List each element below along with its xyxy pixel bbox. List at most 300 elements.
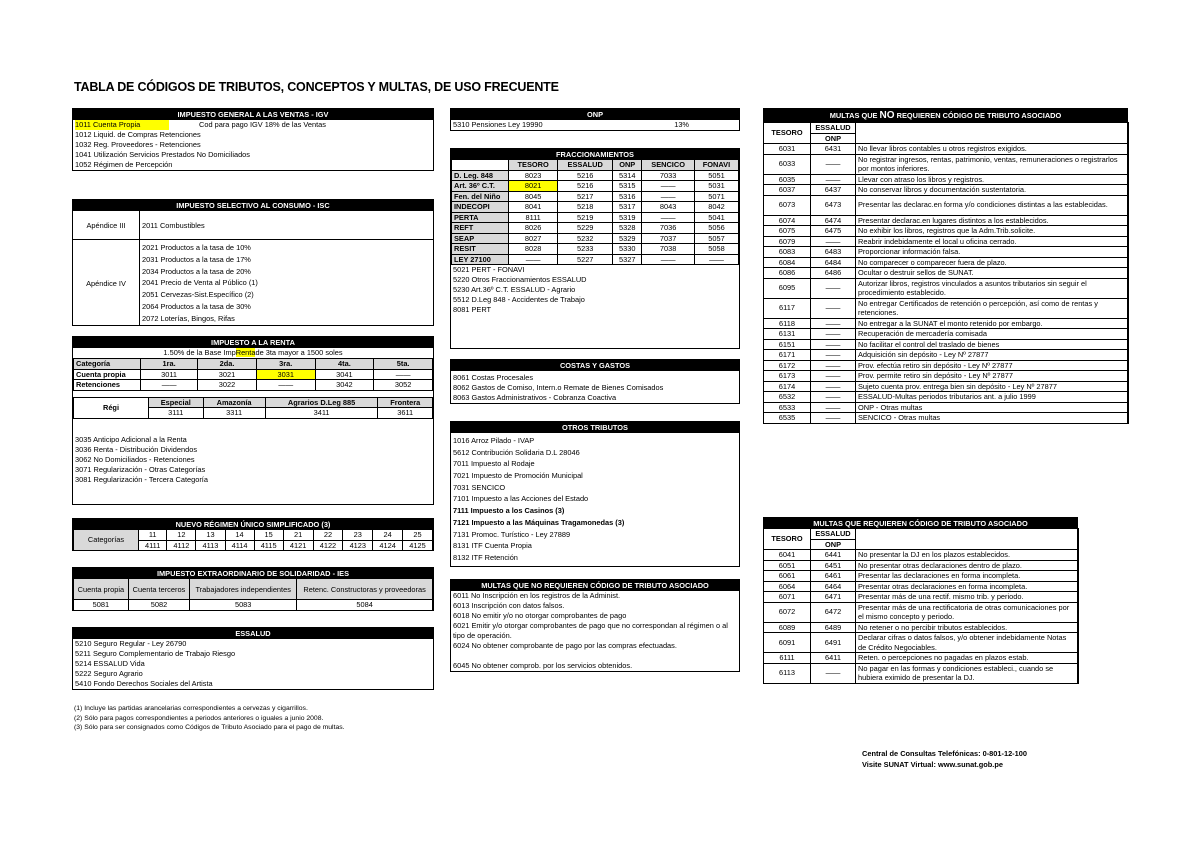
- fracc-row-label: LEY 27100: [452, 254, 509, 265]
- nrus-label: Categorías: [74, 530, 139, 551]
- fracc-cell: 5317: [613, 202, 642, 213]
- multa-description: Presentar más de una rectif. mismo trib. y periodo.: [856, 592, 1079, 603]
- fracc-table: [451, 159, 739, 265]
- multa-row: [764, 257, 1129, 268]
- multa-row: [764, 381, 1129, 392]
- multas-no-col-onp: ONP: [811, 133, 856, 144]
- fracc-cell: 7038: [642, 244, 695, 255]
- multa-row: [764, 622, 1079, 633]
- multa-description: Recuperación de mercadería comisada: [856, 329, 1129, 340]
- multa-essalud-code: 6437: [811, 185, 856, 196]
- footnote: (3) Sólo para ser consignados como Códigos de Tributo Asociado para el pago de multas.: [74, 724, 345, 731]
- igv-code: 1032 Reg. Proveedores - Retenciones: [75, 140, 201, 149]
- multa-row: [764, 195, 1129, 215]
- essalud-item: 5410 Fondo Derechos Sociales del Artista: [75, 679, 213, 688]
- multas-mid-item: 6045 No obtener comprob. por los servicios obtenidos.: [453, 661, 633, 670]
- multa-row: [764, 215, 1129, 226]
- ies-table: [73, 578, 433, 611]
- regimen-col-header: Especial: [149, 397, 204, 408]
- fracc-cell: 8111: [509, 212, 558, 223]
- multa-essalud-code: ——: [811, 371, 856, 382]
- multa-tesoro-code: 6095: [764, 278, 811, 298]
- multa-essalud-code: 6489: [811, 622, 856, 633]
- igv-row: [73, 120, 433, 130]
- nrus-category: 13: [196, 530, 225, 541]
- renta-col-header: 1ra.: [141, 359, 198, 370]
- fracc-row-label: SEAP: [452, 233, 509, 244]
- multa-tesoro-code: 6084: [764, 257, 811, 268]
- renta-extra-item: 3071 Regularización - Otras Categorías: [75, 464, 206, 474]
- ies-col-header: Cuenta terceros: [128, 579, 189, 600]
- fracc-cell: 8042: [694, 202, 738, 213]
- fracc-row: [452, 212, 739, 223]
- regimen-value: 3311: [203, 408, 265, 419]
- renta-cell: 3021: [198, 369, 257, 380]
- multa-description: Prov. efectúa retiro sin depósito - Ley Nº 27877: [856, 360, 1129, 371]
- fracc-row: [452, 202, 739, 213]
- multas-si-section: [763, 517, 1078, 684]
- fracc-col-header: FONAVI: [694, 160, 738, 171]
- fracc-col-header: ONP: [613, 160, 642, 171]
- multas-si-blank: [856, 529, 1079, 550]
- fracc-cell: 5216: [558, 181, 613, 192]
- nrus-code: 4114: [225, 540, 254, 551]
- multa-tesoro-code: 6117: [764, 298, 811, 318]
- multa-description: Presentar otras declaraciones en forma incompleta.: [856, 581, 1079, 592]
- otros-item: 7101 Impuesto a las Acciones del Estado: [453, 494, 589, 504]
- multa-tesoro-code: 6074: [764, 215, 811, 226]
- multa-description: Llevar con atraso los libros y registros.: [856, 174, 1129, 185]
- multa-essalud-code: 6473: [811, 195, 856, 215]
- nrus-code: 4111: [139, 540, 167, 551]
- multa-essalud-code: ——: [811, 413, 856, 424]
- multas-no-header-pre: MULTAS QUE: [829, 111, 880, 120]
- multa-essalud-code: ——: [811, 236, 856, 247]
- renta-col-header: 3ra.: [256, 359, 315, 370]
- multas-no-header: [764, 109, 1127, 123]
- footnote: (2) Sólo para pagos correspondientes a periodos anteriores o iguales a junio 2008.: [74, 714, 324, 722]
- multa-row: [764, 653, 1079, 664]
- onp-header: ONP: [451, 109, 739, 120]
- multas-no-section: [763, 108, 1128, 424]
- otros-item: 7121 Impuesto a las Máquinas Tragamonedas (3): [453, 517, 625, 527]
- fracc-cell: 8028: [509, 244, 558, 255]
- apendice-iii-item: 2011 Combustibles: [142, 220, 205, 230]
- multas-no-col-tesoro: TESORO: [764, 123, 811, 144]
- otros-item: 7111 Impuesto a los Casinos (3): [453, 506, 565, 516]
- contact-info: [862, 748, 1027, 770]
- multa-row: [764, 402, 1129, 413]
- multa-row: [764, 392, 1129, 403]
- multa-row: [764, 154, 1129, 174]
- nrus-code: 4121: [283, 540, 313, 551]
- multa-description: No facilitar el control del traslado de bienes: [856, 339, 1129, 350]
- multa-row: [764, 360, 1129, 371]
- renta-subheader-pre: 1.50% de la Base Imp: [163, 348, 236, 357]
- essalud-item: 5210 Seguro Regular - Ley 26790: [75, 639, 187, 648]
- fracc-col-header: SENCICO: [642, 160, 695, 171]
- fracc-cell: 5314: [613, 170, 642, 181]
- fracc-cell: 5329: [613, 233, 642, 244]
- multa-description: Ocultar o destruir sellos de SUNAT.: [856, 268, 1129, 279]
- multas-no-header-no: NO: [879, 110, 895, 121]
- multa-row: [764, 413, 1129, 424]
- multa-tesoro-code: 6089: [764, 622, 811, 633]
- renta-cell: ——: [374, 369, 433, 380]
- igv-row: [73, 160, 433, 170]
- multa-row: [764, 174, 1129, 185]
- multa-tesoro-code: 6532: [764, 392, 811, 403]
- fracc-cell: ——: [509, 254, 558, 265]
- nrus-category: 24: [373, 530, 403, 541]
- fracc-row: [452, 223, 739, 234]
- multa-essalud-code: 6483: [811, 247, 856, 258]
- fracc-cell: 5216: [558, 170, 613, 181]
- multas-si-col-essalud: ESSALUD: [811, 529, 856, 540]
- multa-row: [764, 318, 1129, 329]
- multa-essalud-code: ——: [811, 298, 856, 318]
- fracc-cell: 5229: [558, 223, 613, 234]
- fracc-extra-item: 5220 Otros Fraccionamientos ESSALUD: [453, 275, 587, 284]
- multa-row: [764, 581, 1079, 592]
- igv-desc: [169, 150, 199, 160]
- multas-no-col-essalud: ESSALUD: [811, 123, 856, 134]
- regimen-label: Régi: [74, 397, 149, 418]
- nrus-category: 12: [167, 530, 196, 541]
- renta-extra-item: 3062 No Domiciliados - Retenciones: [75, 454, 195, 464]
- isc-item: 2072 Loterías, Bingos, Rifas: [142, 313, 235, 323]
- multas-no-blank: [856, 123, 1129, 144]
- multa-essalud-code: 6475: [811, 226, 856, 237]
- multa-essalud-code: 6472: [811, 602, 856, 622]
- igv-desc: [169, 160, 199, 170]
- multa-tesoro-code: 6064: [764, 581, 811, 592]
- otros-item: 1016 Arroz Pilado - IVAP: [453, 436, 535, 445]
- fracc-cell: 7033: [642, 170, 695, 181]
- multa-essalud-code: 6491: [811, 633, 856, 653]
- fracc-cell: 5051: [694, 170, 738, 181]
- isc-item: 2064 Productos a la tasa de 30%: [142, 301, 251, 311]
- fracc-cell: ——: [642, 191, 695, 202]
- essalud-item: 5222 Seguro Agrario: [75, 669, 143, 678]
- ies-value: 5083: [190, 600, 297, 611]
- multa-row: [764, 350, 1129, 361]
- essalud-section: [72, 627, 434, 690]
- fracc-row-label: PERTA: [452, 212, 509, 223]
- isc-item: 2051 Cervezas-Sist.Específico (2): [142, 290, 254, 300]
- multa-essalud-code: ——: [811, 154, 856, 174]
- nrus-category: 14: [225, 530, 254, 541]
- multa-row: [764, 278, 1129, 298]
- multa-tesoro-code: 6035: [764, 174, 811, 185]
- fracc-row-label: INDECOPI: [452, 202, 509, 213]
- multa-description: No registrar ingresos, rentas, patrimonio, ventas, remuneraciones o registrarlos por montos inferiores.: [856, 154, 1129, 174]
- multa-description: ONP - Otras multas: [856, 402, 1129, 413]
- fracc-cell: 5315: [613, 181, 642, 192]
- multa-description: Prov. permite retiro sin depósito - Ley Nº 27877: [856, 371, 1129, 382]
- multa-description: No presentar otras declaraciones dentro de plazo.: [856, 560, 1079, 571]
- nrus-code: 4113: [196, 540, 225, 551]
- fracc-cell: 5232: [558, 233, 613, 244]
- multa-tesoro-code: 6086: [764, 268, 811, 279]
- renta-cell: 3041: [315, 369, 374, 380]
- fracc-cell: 5227: [558, 254, 613, 265]
- nrus-category: 21: [283, 530, 313, 541]
- fracc-row: [452, 170, 739, 181]
- regimen-value: 3611: [378, 408, 433, 419]
- multa-tesoro-code: 6111: [764, 653, 811, 664]
- multa-description: Proporcionar información falsa.: [856, 247, 1129, 258]
- essalud-item: 5211 Seguro Complementario de Trabajo Riesgo: [75, 649, 236, 658]
- multa-description: ESSALUD-Multas periodos tributarios ant. a julio 1999: [856, 392, 1129, 403]
- fracc-cell: 5218: [558, 202, 613, 213]
- multa-description: Presentar más de una rectificatoria de otras comunicaciones por el mismo concepto y periodo.: [856, 602, 1079, 622]
- multa-tesoro-code: 6033: [764, 154, 811, 174]
- fracc-cell: ——: [642, 212, 695, 223]
- onp-item: 5310 Pensiones Ley 19990: [453, 120, 543, 129]
- multa-row: [764, 247, 1129, 258]
- multa-row: [764, 560, 1079, 571]
- otros-item: 7021 Impuesto de Promoción Municipal: [453, 471, 583, 481]
- fracc-cell: 5058: [694, 244, 738, 255]
- multa-row: [764, 236, 1129, 247]
- regimen-col-header: Frontera: [378, 397, 433, 408]
- fracc-extra-item: 5512 D.Leg 848 - Accidentes de Trabajo: [453, 295, 585, 304]
- nrus-category: 11: [139, 530, 167, 541]
- ies-value: 5082: [128, 600, 189, 611]
- otros-header: OTROS TRIBUTOS: [451, 422, 739, 433]
- igv-row: [73, 140, 433, 150]
- regimen-value: 3111: [149, 408, 204, 419]
- ies-header: IMPUESTO EXTRAORDINARIO DE SOLIDARIDAD - IES: [73, 568, 433, 579]
- ies-value: 5081: [74, 600, 129, 611]
- multas-si-table: [763, 528, 1079, 684]
- fracc-cell: 7036: [642, 223, 695, 234]
- igv-code: 1012 Liquid. de Compras Retenciones: [75, 130, 201, 139]
- nrus-section: [72, 518, 434, 551]
- multas-mid-item: 6013 Inscripción con datos falsos.: [453, 601, 565, 610]
- contact-web: Visite SUNAT Virtual: www.sunat.gob.pe: [862, 760, 1003, 769]
- nrus-header: NUEVO RÉGIMEN ÚNICO SIMPLIFICADO (3): [73, 519, 433, 530]
- nrus-category: 22: [313, 530, 343, 541]
- costas-item: 8061 Costas Procesales: [453, 373, 534, 382]
- multa-description: No exhibir los libros, registros que la Adm.Trib.solicite.: [856, 226, 1129, 237]
- multa-essalud-code: 6461: [811, 571, 856, 582]
- igv-desc: [169, 130, 199, 140]
- costas-item: 8063 Gastos Administrativos - Cobranza Coactiva: [453, 393, 617, 402]
- otros-section: [450, 421, 740, 567]
- renta-section: [72, 336, 434, 505]
- isc-section: [72, 199, 434, 326]
- multa-description: No presentar la DJ en los plazos establecidos.: [856, 550, 1079, 561]
- renta-cell: ——: [256, 380, 315, 391]
- essalud-item: 5214 ESSALUD Vida: [75, 659, 145, 668]
- ies-value: 5084: [297, 600, 433, 611]
- igv-row: [73, 130, 433, 140]
- nrus-code: 4123: [343, 540, 373, 551]
- multa-description: No entregar Certificados de retención o percepción, así como de rentas y retenciones.: [856, 298, 1129, 318]
- fracc-cell: 5057: [694, 233, 738, 244]
- renta-cell: ——: [141, 380, 198, 391]
- multa-tesoro-code: 6031: [764, 144, 811, 155]
- multa-row: [764, 298, 1129, 318]
- multas-mid-section: [450, 579, 740, 672]
- multa-row: [764, 663, 1079, 683]
- renta-extra-item: 3081 Regularización - Tercera Categoría: [75, 474, 208, 484]
- multa-essalud-code: 6431: [811, 144, 856, 155]
- multa-essalud-code: ——: [811, 663, 856, 683]
- nrus-code: 4122: [313, 540, 343, 551]
- ies-col-header: Retenc. Constructoras y proveedoras: [297, 579, 433, 600]
- fracc-cell: 8027: [509, 233, 558, 244]
- multa-description: Reten. o percepciones no pagadas en plazos estab.: [856, 653, 1079, 664]
- multa-row: [764, 268, 1129, 279]
- fracc-cell: 8045: [509, 191, 558, 202]
- fracc-cell: 5031: [694, 181, 738, 192]
- fracc-cell: 5056: [694, 223, 738, 234]
- fracc-row-label: RESIT: [452, 244, 509, 255]
- multa-essalud-code: ——: [811, 402, 856, 413]
- apendice-iii-label: Apéndice III: [73, 211, 140, 239]
- renta-table: [73, 358, 433, 391]
- fracc-cell: 8021: [509, 181, 558, 192]
- renta-row-label: Cuenta propia: [74, 369, 141, 380]
- fracc-cell: 5233: [558, 244, 613, 255]
- multa-row: [764, 592, 1079, 603]
- multa-essalud-code: ——: [811, 360, 856, 371]
- nrus-code: 4125: [403, 540, 433, 551]
- isc-item: 2021 Productos a la tasa de 10%: [142, 243, 251, 252]
- multas-mid-item: 6018 No emitir y/o no otorgar comprobantes de pago: [453, 611, 627, 620]
- multa-tesoro-code: 6113: [764, 663, 811, 683]
- igv-desc: Cod para pago IGV 18% de las Ventas: [199, 120, 326, 129]
- multa-description: No llevar libros contables u otros registros exigidos.: [856, 144, 1129, 155]
- igv-section: [72, 108, 434, 171]
- otros-item: 8132 ITF Retención: [453, 552, 518, 562]
- costas-header: COSTAS Y GASTOS: [451, 360, 739, 371]
- fracc-corner: [452, 160, 509, 171]
- multa-row: [764, 571, 1079, 582]
- multa-row: [764, 226, 1129, 237]
- isc-item: 2041 Precio de Venta al Público (1): [142, 278, 258, 288]
- fracc-col-header: TESORO: [509, 160, 558, 171]
- page-title: TABLA DE CÓDIGOS DE TRIBUTOS, CONCEPTOS Y MULTAS, DE USO FRECUENTE: [74, 80, 559, 94]
- isc-item: 2034 Productos a la tasa de 20%: [142, 266, 251, 276]
- fracc-cell: 5071: [694, 191, 738, 202]
- renta-col-header: Categoría: [74, 359, 141, 370]
- otros-item: 7011 Impuesto al Rodaje: [453, 459, 535, 469]
- fracc-row-label: Fen. del Niño: [452, 191, 509, 202]
- multa-tesoro-code: 6091: [764, 633, 811, 653]
- regimen-col-header: Agrarios D.Leg 885: [265, 397, 378, 408]
- fracc-header: FRACCIONAMIENTOS: [451, 149, 739, 160]
- multa-description: Adquisición sin depósito - Ley Nº 27877: [856, 350, 1129, 361]
- multa-row: [764, 602, 1079, 622]
- multa-description: No pagar en las formas y condiciones estableci., cuando se hubiera eximido de presentar la DJ.: [856, 663, 1079, 683]
- multa-tesoro-code: 6041: [764, 550, 811, 561]
- fracc-cell: ——: [694, 254, 738, 265]
- apendice-iv-label: Apéndice IV: [73, 240, 140, 326]
- multa-tesoro-code: 6071: [764, 592, 811, 603]
- multa-essalud-code: ——: [811, 392, 856, 403]
- nrus-code: 4124: [373, 540, 403, 551]
- multa-description: Reabrir indebidamente el local u oficina cerrado.: [856, 236, 1129, 247]
- renta-subheader-post: de 3ta mayor a 1500 soles: [255, 348, 343, 357]
- otros-item: 8131 ITF Cuenta Propia: [453, 541, 532, 551]
- fracc-cell: 8023: [509, 170, 558, 181]
- multa-description: No comparecer o comparecer fuera de plazo.: [856, 257, 1129, 268]
- costas-section: [450, 359, 740, 404]
- igv-desc: [169, 140, 199, 150]
- renta-cell: 3052: [374, 380, 433, 391]
- fracc-row: [452, 181, 739, 192]
- multas-mid-item: 6011 No Inscripción en los registros de la Administ.: [453, 591, 621, 600]
- multa-description: Sujeto cuenta prov. entrega bien sin depósito - Ley Nº 27877: [856, 381, 1129, 392]
- multa-description: SENCICO - Otras multas: [856, 413, 1129, 424]
- renta-col-header: 5ta.: [374, 359, 433, 370]
- fracc-cell: ——: [642, 254, 695, 265]
- fracc-cell: 5219: [558, 212, 613, 223]
- multa-tesoro-code: 6535: [764, 413, 811, 424]
- nrus-code: 4115: [254, 540, 283, 551]
- otros-item: 5612 Contribución Solidaria D.L 28046: [453, 447, 580, 457]
- fracc-row: [452, 191, 739, 202]
- isc-item: 2031 Productos a la tasa de 17%: [142, 254, 251, 264]
- fracc-row: [452, 233, 739, 244]
- multa-row: [764, 329, 1129, 340]
- fracc-cell: 8041: [509, 202, 558, 213]
- multa-essalud-code: ——: [811, 350, 856, 361]
- igv-code: 1011 Cuenta Propia: [75, 120, 169, 130]
- fracc-cell: 5041: [694, 212, 738, 223]
- multa-essalud-code: 6474: [811, 215, 856, 226]
- igv-code: 1041 Utilización Servicios Prestados No Domiciliados: [75, 150, 250, 159]
- renta-extra-item: 3035 Anticipo Adicional a la Renta: [75, 434, 187, 444]
- regimen-col-header: Amazonía: [203, 397, 265, 408]
- footnote: (1) Incluye las partidas arancelarias correspondientes a cervezas y cigarrillos.: [74, 705, 308, 712]
- fracc-extra-item: 8081 PERT: [453, 305, 492, 314]
- otros-item: 7031 SENCICO: [453, 482, 506, 492]
- fracc-row: [452, 244, 739, 255]
- multa-essalud-code: ——: [811, 278, 856, 298]
- renta-col-header: 4ta.: [315, 359, 374, 370]
- multa-essalud-code: ——: [811, 381, 856, 392]
- onp-section: [450, 108, 740, 131]
- multas-si-col-tesoro: TESORO: [764, 529, 811, 550]
- fracc-extra-item: 5230 Art.36º C.T. ESSALUD - Agrario: [453, 285, 576, 294]
- fracc-extra-item: 5021 PERT - FONAVI: [453, 265, 525, 274]
- multa-description: Presentar declarac.en lugares distintos a los establecidos.: [856, 215, 1129, 226]
- renta-cell: 3031: [256, 369, 315, 380]
- multas-mid-header: MULTAS QUE NO REQUIEREN CÓDIGO DE TRIBUTO ASOCIADO: [451, 580, 739, 591]
- multa-tesoro-code: 6061: [764, 571, 811, 582]
- multa-row: [764, 371, 1129, 382]
- multa-tesoro-code: 6075: [764, 226, 811, 237]
- multa-tesoro-code: 6173: [764, 371, 811, 382]
- fracc-row: [452, 254, 739, 265]
- nrus-code: 4112: [167, 540, 196, 551]
- multa-tesoro-code: 6083: [764, 247, 811, 258]
- renta-row-label: Retenciones: [74, 380, 141, 391]
- multa-tesoro-code: 6037: [764, 185, 811, 196]
- multa-description: Declarar cifras o datos falsos, y/o obtener indebidamente Notas de Crédito Negociables.: [856, 633, 1079, 653]
- costas-item: 8062 Gastos de Comiso, Intern.o Remate de Bienes Comisados: [453, 383, 664, 392]
- multa-description: Autorizar libros, registros vinculados a asuntos tributarios sin seguir el procedimiento establecido.: [856, 278, 1129, 298]
- multa-description: No retener o no percibir tributos establecidos.: [856, 622, 1079, 633]
- multa-row: [764, 144, 1129, 155]
- multa-essalud-code: 6471: [811, 592, 856, 603]
- multa-description: No conservar libros y documentación sustentatoria.: [856, 185, 1129, 196]
